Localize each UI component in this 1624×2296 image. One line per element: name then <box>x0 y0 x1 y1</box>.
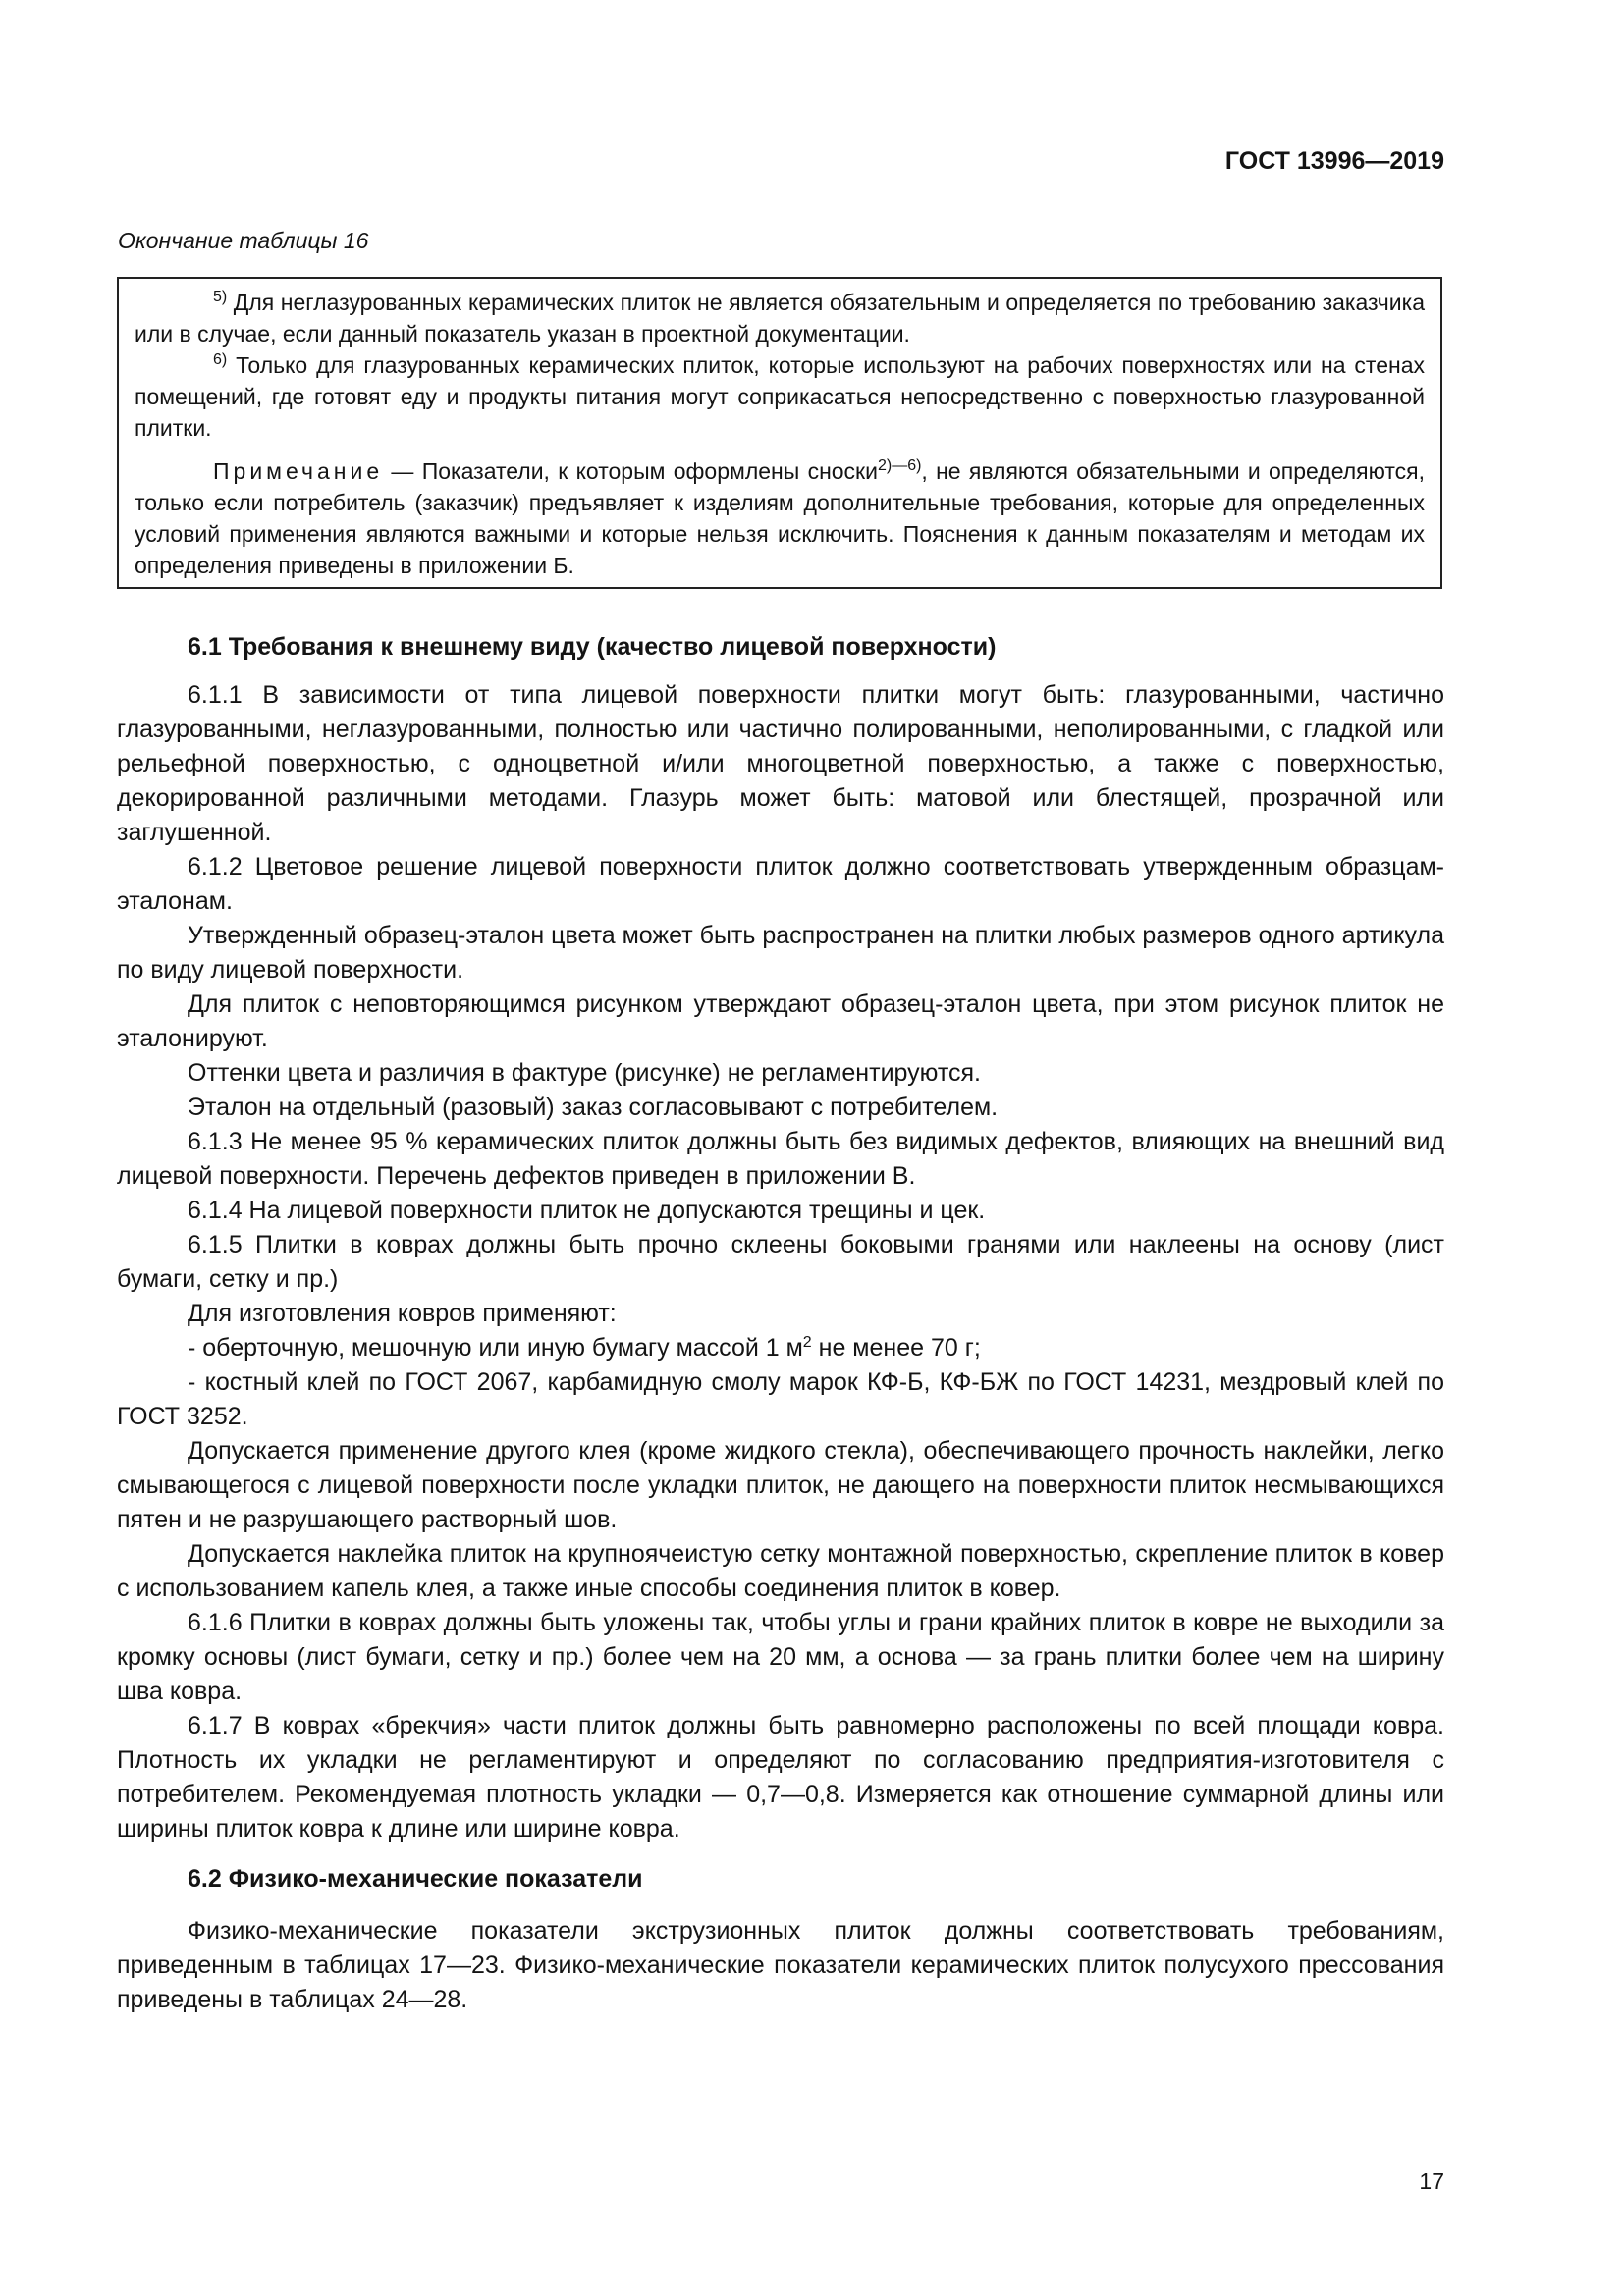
section-6-2-heading: 6.2 Физико-механические показатели <box>188 1865 643 1893</box>
list-item-paper-a: - оберточную, мешочную или иную бумагу массой 1 м <box>188 1334 803 1362</box>
note-mark: 2)—6) <box>877 457 922 474</box>
footnote-5 <box>135 287 1425 349</box>
paragraph-6-1-5: 6.1.5 Плитки в коврах должны быть прочно склеены боковыми гранями или наклеены на основу (лист бумаги, сетку и пр.) <box>117 1231 1444 1293</box>
paragraph-6-2: Физико-механические показатели экструзионных плиток должны соответствовать требованиям, приведенным в таблицах 17—23. Физико-механические показатели керамических плиток полусухого прессования приведены в таблицах 24—28. <box>117 1917 1444 2013</box>
list-item-paper <box>117 1331 1444 1365</box>
footnote-6-mark: 6) <box>213 351 228 368</box>
table-note <box>135 455 1425 581</box>
footnote-6 <box>135 349 1425 444</box>
paragraph-shades: Оттенки цвета и различия в фактуре (рисунке) не регламентируются. <box>188 1059 982 1087</box>
paragraph-6-1-4: 6.1.4 На лицевой поверхности плиток не допускаются трещины и цек. <box>188 1197 986 1224</box>
note-text-b: , не являются обязательными и определяются, только если потребитель (заказчик) предъявляет к изделиям дополнительные требования, которые для определенных условий применения являются важными и которые нельзя исключить. Пояснения к данным показателям и методам их определения приведены в приложении Б. <box>135 458 1425 578</box>
section-6-1-heading: 6.1 Требования к внешнему виду (качество лицевой поверхности) <box>188 633 997 661</box>
standard-code-header: ГОСТ 13996—2019 <box>1224 147 1444 175</box>
paragraph-6-1-7: 6.1.7 В коврах «брекчия» части плиток должны быть равномерно расположены по всей площади ковра. Плотность их укладки не регламентируют и определяют по согласованию предприятия-изготовителя с потребителем. Рекомендуемая плотность укладки — 0,7—0,8. Измеряется как отношение суммарной длины или ширины плиток ковра к длине или ширине ковра. <box>117 1712 1444 1842</box>
superscript-2: 2 <box>802 1334 812 1351</box>
footnote-5-mark: 5) <box>213 289 228 305</box>
paragraph-mesh: Допускается наклейка плиток на крупноячеистую сетку монтажной поверхностью, скрепление плиток в ковер с использованием капель клея, а также иные способы соединения плиток в ковер. <box>117 1540 1444 1602</box>
paragraph-6-1-1: 6.1.1 В зависимости от типа лицевой поверхности плитки могут быть: глазурованными, частично глазурованными, неглазурованными, полностью или частично полированными, неполированными, с гладкой или рельефной поверхностью, с одноцветной и/или многоцветной поверхностью, а также с поверхностью, декорированной различными методами. Глазурь может быть: матовой или блестящей, прозрачной или заглушенной. <box>117 681 1444 846</box>
main-content <box>117 630 1444 2017</box>
paragraph-6-1-3: 6.1.3 Не менее 95 % керамических плиток должны быть без видимых дефектов, влияющих на внешний вид лицевой поверхности. Перечень дефектов приведен в приложении В. <box>117 1128 1444 1190</box>
footnote-5-text: Для неглазурованных керамических плиток не является обязательным и определяется по требованию заказчика или в случае, если данный показатель указан в проектной документации. <box>135 290 1425 347</box>
note-label: Примечание <box>213 458 384 484</box>
footnote-6-text: Только для глазурованных керамических плиток, которые используют на рабочих поверхностях или на стенах помещений, где готовят еду и продукты питания могут соприкасаться непосредственно с поверхностью глазурованной плитки. <box>135 352 1425 441</box>
paragraph-6-1-2: 6.1.2 Цветовое решение лицевой поверхности плиток должно соответствовать утвержденным образцам-эталонам. <box>117 853 1444 915</box>
paragraph-6-1-6: 6.1.6 Плитки в коврах должны быть уложены так, чтобы углы и грани крайних плиток в ковре не выходили за кромку основы (лист бумаги, сетку и пр.) более чем на 20 мм, а основа — за грань плитки более чем на ширину шва ковра. <box>117 1609 1444 1705</box>
list-item-glue: - костный клей по ГОСТ 2067, карбамидную смолу марок КФ-Б, КФ-БЖ по ГОСТ 14231, мездровый клей по ГОСТ 3252. <box>117 1368 1444 1430</box>
paragraph-color-sample: Утвержденный образец-эталон цвета может быть распространен на плитки любых размеров одного артикула по виду лицевой поверхности. <box>117 922 1444 984</box>
note-text-a: — Показатели, к которым оформлены сноски <box>383 458 878 484</box>
table-continuation-caption: Окончание таблицы 16 <box>118 228 369 253</box>
paragraph-other-glue: Допускается применение другого клея (кроме жидкого стекла), обеспечивающего прочность наклейки, легко смывающегося с лицевой поверхности после укладки плиток, не дающего на поверхности плиток несмывающихся пятен и не разрушающего растворный шов. <box>117 1437 1444 1533</box>
list-item-paper-b: не менее 70 г; <box>811 1334 981 1362</box>
paragraph-carpets-materials: Для изготовления ковров применяют: <box>188 1300 617 1327</box>
paragraph-nonrepeating-pattern: Для плиток с неповторяющимся рисунком утверждают образец-эталон цвета, при этом рисунок плиток не эталонируют. <box>117 990 1444 1052</box>
table-footnotes-box <box>117 277 1442 589</box>
page-number: 17 <box>1419 2168 1444 2194</box>
paragraph-single-order: Эталон на отдельный (разовый) заказ согласовывают с потребителем. <box>188 1094 999 1121</box>
